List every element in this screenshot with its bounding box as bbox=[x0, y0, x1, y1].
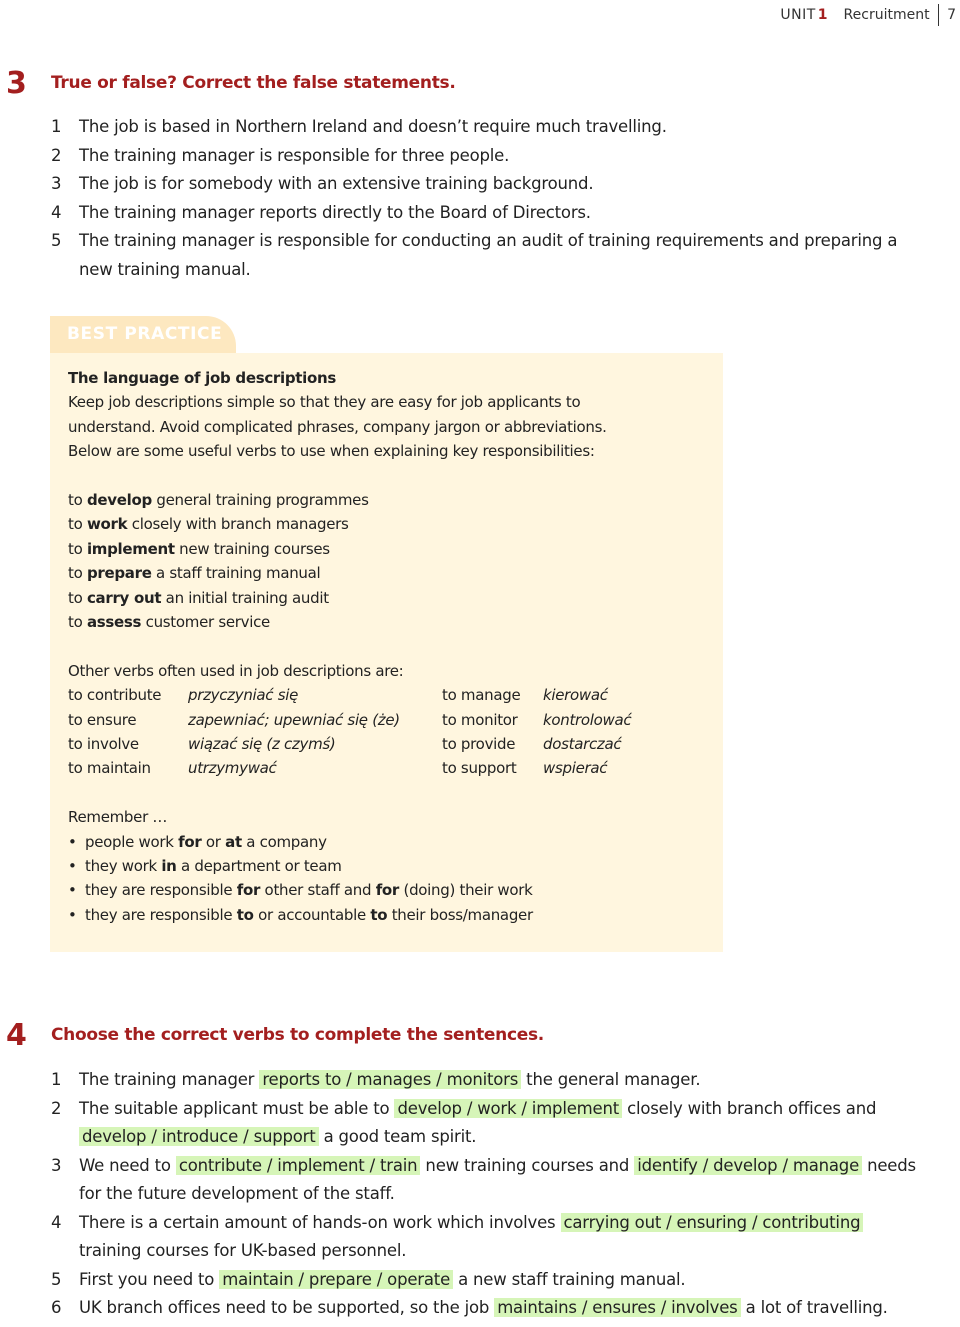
item-text: The training manager is responsible for conducting an audit of training requirements and preparing a new training manual. bbox=[79, 231, 898, 279]
bullet-text bbox=[85, 830, 327, 854]
verb-keyword: work bbox=[86, 515, 128, 534]
bullet-text bbox=[85, 903, 533, 927]
sentence-fragment: UK branch offices need to be supported, so the job bbox=[79, 1298, 495, 1317]
verb-rest: an initial training audit bbox=[161, 588, 329, 607]
section-title: Recruitment bbox=[843, 7, 930, 23]
verb-rest: customer service bbox=[141, 613, 270, 632]
bullet-item bbox=[68, 878, 708, 902]
verb-keyword: prepare bbox=[86, 564, 152, 583]
answer-options: carrying out / ensuring / contributing bbox=[561, 1213, 864, 1232]
remember-bullets bbox=[68, 830, 708, 928]
exercise-4-instruction: Choose the correct verbs to complete the sentences. bbox=[51, 1025, 544, 1045]
verb-prefix: to bbox=[68, 539, 87, 558]
bullet-icon: • bbox=[68, 832, 77, 851]
list-item bbox=[51, 1266, 921, 1295]
bullet-fragment: they are responsible bbox=[85, 881, 237, 900]
verb-polish: wiązać się (z czymś) bbox=[188, 735, 336, 754]
item-number: 1 bbox=[51, 1070, 62, 1089]
answer-options: identify / develop / manage bbox=[634, 1156, 862, 1175]
verb-keyword: implement bbox=[86, 539, 175, 558]
bullet-keyword: for bbox=[375, 881, 400, 900]
verb-polish: dostarczać bbox=[543, 735, 622, 754]
exercise-3-number: 3 bbox=[6, 66, 27, 101]
list-item bbox=[51, 227, 931, 284]
verb-english: to provide bbox=[442, 735, 516, 754]
verb-line bbox=[68, 586, 708, 610]
best-practice-intro: Keep job descriptions simple so that they are easy for job applicants to understand. Avoid complicated phrases, company jargon or abbreviations. Below are some useful verbs to use when explaining key responsibilities: bbox=[68, 393, 607, 461]
bullet-fragment: or bbox=[201, 832, 226, 851]
verb-line bbox=[68, 512, 708, 536]
best-practice-tab bbox=[50, 316, 236, 354]
item-text bbox=[79, 1095, 921, 1152]
verb-rest: a staff training manual bbox=[151, 564, 321, 583]
bullet-keyword: to bbox=[236, 905, 254, 924]
answer-options: maintains / ensures / involves bbox=[494, 1298, 740, 1317]
exercise-3-instruction: True or false? Correct the false statements. bbox=[51, 73, 456, 93]
bullet-item bbox=[68, 903, 708, 927]
verb-english: to manage bbox=[442, 686, 521, 705]
verb-line bbox=[68, 537, 708, 561]
sentence-fragment: We need to bbox=[79, 1155, 176, 1175]
verb-english: to contribute bbox=[68, 686, 162, 705]
list-item bbox=[51, 1066, 921, 1095]
best-practice-heading: The language of job descriptions bbox=[68, 369, 337, 387]
verb-table-row bbox=[68, 732, 708, 756]
unit-number: 1 bbox=[817, 7, 828, 23]
sentence-fragment: The training manager bbox=[79, 1070, 260, 1089]
header-divider bbox=[938, 4, 940, 26]
other-verbs-intro: Other verbs often used in job descriptions are: bbox=[68, 661, 404, 680]
item-text bbox=[79, 1209, 921, 1266]
item-number: 4 bbox=[51, 1212, 62, 1232]
sentence-fragment: new training courses and bbox=[420, 1155, 635, 1175]
bullet-icon: • bbox=[68, 905, 77, 924]
sentence-fragment: a lot of travelling. bbox=[740, 1298, 888, 1317]
list-item bbox=[51, 199, 931, 228]
unit-label: UNIT bbox=[780, 7, 816, 23]
verb-polish: utrzymywać bbox=[188, 759, 277, 778]
sentence-fragment: a good team spirit. bbox=[318, 1127, 477, 1146]
bullet-fragment: they are responsible bbox=[85, 905, 237, 924]
bullet-icon: • bbox=[68, 881, 77, 900]
sentence-fragment: the general manager. bbox=[521, 1070, 701, 1089]
list-item bbox=[51, 170, 931, 199]
verb-english: to support bbox=[442, 759, 517, 778]
useful-verbs-list bbox=[68, 488, 708, 634]
bullet-fragment: (doing) their work bbox=[399, 881, 533, 900]
sentence-fragment: First you need to bbox=[79, 1269, 220, 1289]
verb-table-row bbox=[68, 756, 708, 780]
verb-keyword: assess bbox=[86, 613, 142, 632]
item-text bbox=[79, 1294, 921, 1323]
verb-line bbox=[68, 610, 708, 634]
verb-prefix: to bbox=[68, 588, 87, 607]
item-number: 4 bbox=[51, 202, 62, 222]
verb-prefix: to bbox=[68, 515, 87, 534]
verb-prefix: to bbox=[68, 491, 87, 510]
bullet-icon: • bbox=[68, 857, 77, 876]
answer-options: develop / work / implement bbox=[394, 1099, 622, 1118]
verb-line bbox=[68, 488, 708, 512]
answer-options: maintain / prepare / operate bbox=[219, 1270, 453, 1289]
item-number: 3 bbox=[51, 1155, 62, 1175]
answer-options: develop / introduce / support bbox=[79, 1127, 319, 1146]
verb-polish: zapewniać; upewniać się (że) bbox=[188, 710, 400, 729]
item-number: 5 bbox=[51, 1269, 62, 1289]
sentence-fragment: training courses for UK-based personnel. bbox=[79, 1241, 407, 1260]
bullet-fragment: a department or team bbox=[176, 857, 342, 876]
bullet-fragment: a company bbox=[241, 832, 327, 851]
verb-prefix: to bbox=[68, 613, 87, 632]
list-item bbox=[51, 1294, 921, 1323]
exercise-4-number: 4 bbox=[6, 1018, 27, 1053]
verb-polish: kierować bbox=[543, 686, 608, 705]
verb-line bbox=[68, 561, 708, 585]
bullet-text bbox=[85, 854, 342, 878]
best-practice-content bbox=[68, 366, 708, 927]
bullet-item bbox=[68, 830, 708, 854]
bullet-text bbox=[85, 878, 533, 902]
list-item bbox=[51, 113, 931, 142]
verb-english: to ensure bbox=[68, 710, 137, 729]
verb-table-row bbox=[68, 708, 708, 732]
verb-polish: wspierać bbox=[543, 759, 608, 778]
page-number: 7 bbox=[947, 7, 956, 23]
item-text: The job is based in Northern Ireland and doesn’t require much travelling. bbox=[79, 117, 667, 136]
bullet-fragment: people work bbox=[85, 832, 179, 851]
list-item bbox=[51, 142, 931, 171]
bullet-fragment: they work bbox=[85, 857, 162, 876]
bullet-keyword: to bbox=[370, 905, 388, 924]
item-number: 2 bbox=[51, 1098, 62, 1118]
bullet-fragment: or accountable bbox=[253, 905, 371, 924]
bullet-keyword: for bbox=[236, 881, 261, 900]
bullet-keyword: at bbox=[225, 832, 242, 851]
sentence-fragment: There is a certain amount of hands-on work which involves bbox=[79, 1212, 561, 1232]
verb-english: to monitor bbox=[442, 710, 518, 729]
best-practice-label: BEST PRACTICE bbox=[67, 324, 223, 344]
verb-rest: general training programmes bbox=[151, 491, 369, 510]
answer-options: contribute / implement / train bbox=[176, 1156, 421, 1175]
bullet-keyword: in bbox=[161, 857, 177, 876]
item-number: 1 bbox=[51, 117, 62, 136]
list-item bbox=[51, 1209, 921, 1266]
verb-rest: closely with branch managers bbox=[127, 515, 349, 534]
verb-keyword: develop bbox=[86, 491, 152, 510]
item-text: The training manager is responsible for three people. bbox=[79, 145, 510, 165]
verb-table-row bbox=[68, 683, 708, 707]
list-item bbox=[51, 1095, 921, 1152]
sentence-fragment: The suitable applicant must be able to bbox=[79, 1098, 395, 1118]
remember-label: Remember … bbox=[68, 808, 168, 827]
bullet-item bbox=[68, 854, 708, 878]
verb-english: to involve bbox=[68, 735, 139, 754]
sentence-fragment: closely with branch offices and bbox=[622, 1098, 877, 1118]
list-item bbox=[51, 1152, 921, 1209]
item-number: 5 bbox=[51, 231, 62, 250]
answer-options: reports to / manages / monitors bbox=[259, 1070, 521, 1089]
verb-rest: new training courses bbox=[174, 539, 330, 558]
item-number: 3 bbox=[51, 174, 62, 193]
verb-keyword: carry out bbox=[86, 588, 162, 607]
item-text bbox=[79, 1266, 921, 1295]
item-number: 6 bbox=[51, 1298, 62, 1317]
verb-polish: przyczyniać się bbox=[188, 686, 299, 705]
item-number: 2 bbox=[51, 145, 62, 165]
verb-english: to maintain bbox=[68, 759, 151, 778]
bullet-fragment: their boss/manager bbox=[387, 905, 533, 924]
item-text bbox=[79, 1066, 921, 1095]
bullet-keyword: for bbox=[178, 832, 202, 851]
sentence-fragment: a new staff training manual. bbox=[453, 1269, 686, 1289]
exercise-3-items bbox=[51, 113, 931, 284]
sentence-fragment: needs for the future development of the staff. bbox=[79, 1155, 916, 1203]
verb-polish: kontrolować bbox=[543, 710, 632, 729]
bullet-fragment: other staff and bbox=[260, 881, 376, 900]
item-text bbox=[79, 1152, 921, 1209]
other-verbs-table bbox=[68, 683, 708, 781]
item-text: The job is for somebody with an extensive training background. bbox=[79, 174, 594, 193]
item-text: The training manager reports directly to the Board of Directors. bbox=[79, 202, 591, 222]
verb-prefix: to bbox=[68, 564, 87, 583]
page-header bbox=[780, 4, 956, 26]
exercise-4-items bbox=[51, 1066, 921, 1323]
